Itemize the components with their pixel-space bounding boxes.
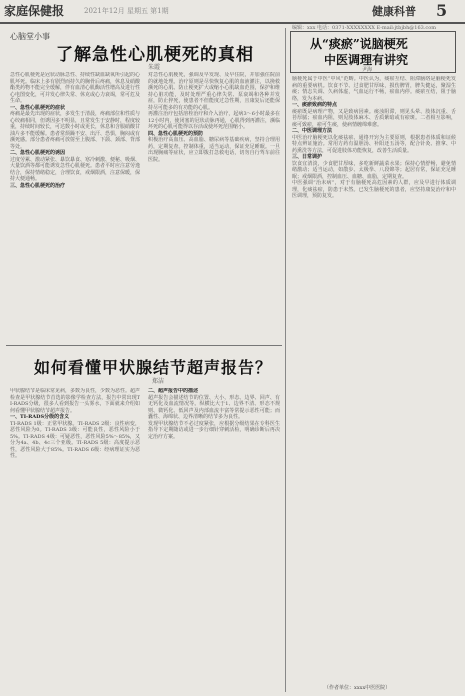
article2-column-2 [148,388,280,688]
subheading: 四、急性心肌梗死的预防 [148,130,204,137]
paragraph: 积极治疗高血压、高血脂、糖尿病等基础疾病，坚持合理用药，定期复查。控制体重，适当运动，保证充足睡眠。一旦出现胸痛等症状，应立即拨打急救电话，切勿自行驾车前往医院。 [148,137,280,163]
paragraph: 中医强调“治未病”，对于有脑梗死高危因素的人群，应及早进行体质调理，化痰祛瘀，防患于未然。已发生脑梗死的患者，应坚持康复治疗和中医调理，预防复发。 [292,180,456,199]
subheading: 二、急性心肌梗死的诱因 [10,150,66,156]
article-title: 了解急性心肌梗死的真相 [56,45,254,65]
paragraph: 脑梗死属于中医“中风”范畴。中医认为，痰瘀互结、阻滞脑络是脑梗死发病的重要病机。饮食不节、过食肥甘厚味，损伤脾胃，脾失健运，聚湿生痰；情志失调、久病体虚，气血运行不畅，瘀血内停。痰瘀互结，阻于脑络，发为本病。 [292,76,456,102]
author-affiliation: （作者单位：xxxx中医医院） [324,685,391,691]
article-title: 如何看懂甲状腺结节超声报告？ [34,358,273,377]
paragraph: TI-RADS 1级：正常甲状腺。TI-RADS 2级：良性病变，恶性风险为0。TI-RADS 3级：可能良性，恶性风险小于5%。TI-RADS 4级：可疑恶性，恶性风险5%～85%，又分为4a、4b、4c三个亚级。TI-RADS 5级：高度提示恶性，恶性风险大于85%。TI-RADS 6级：经病理证实为恶性。 [10,420,140,459]
paragraph: 饮食宜清淡，少食肥甘厚味，多吃新鲜蔬菜水果；保持心情舒畅，避免情绪激动；适当运动，如散步、太极拳、八段锦等；起居有常，保证充足睡眠；戒烟限酒，控制血压、血糖、血脂，定期复查。 [292,160,456,180]
article-byline: 郑洁 [152,378,165,385]
right-article-column [292,76,456,680]
paragraph: 过度劳累、激动紧张、暴饮暴食、寒冷刺激、便秘、吸烟、大量饮酒等都可能诱发急性心肌梗死。患者平时应注意劳逸结合，保持情绪稳定，合理饮食，戒烟限酒，注意保暖，保持大便通畅。 [10,156,140,182]
article2-column-1 [10,388,140,688]
right-article-byline: 尹海 [362,67,373,73]
subheading: 三、急性心肌梗死的治疗 [10,182,66,189]
subheading: 三、日常调护 [292,154,323,160]
paragraph: 发现甲状腺结节不必过度紧张，应根据分级结果在专科医生指导下定期随访或进一步行细针穿刺活检，明确诊断后再决定治疗方案。 [148,420,280,440]
paragraph: 急性心肌梗死是冠状动脉急性、持续性缺血缺氧所引起的心肌坏死。临床上多有剧烈而持久的胸骨后疼痛，休息及硝酸酯类药物不能完全缓解，伴有血清心肌酶活性增高及进行性心电图变化，可并发心律失常、休克或心力衰竭，常可危及生命。 [10,72,140,104]
article1-column-1 [10,72,140,340]
subheading: 一、急性心肌梗死的症状 [10,104,66,111]
subheading: 二、中医调理方法 [292,128,333,134]
article-byline: 朱霞 [148,64,161,71]
column-kicker: 心脑堂小事 [10,32,50,41]
page-header [0,0,465,24]
paragraph: 中医治疗脑梗死以化痰祛瘀、通络开窍为主要原则，根据患者体质和证候特点辨证施治。常用方药有温胆汤、补阳还五汤等，配合针灸、推拿、中药熏洗等方法，可促进肢体功能恢复，改善生活质量。 [292,134,456,154]
editor-info: 编辑：xxx 电话：0371-XXXXXXXX E-mail:jtbjbh@163.com [292,25,436,31]
issue-info: 2021年12月 星期五 第1期 [84,7,169,15]
newspaper-name: 家庭保健报 [4,4,65,18]
column-divider [285,28,286,692]
paragraph: 对急性心肌梗死，强调及早发现、及早住院，并加强住院前的就地处理。治疗原则是尽快恢复心肌的血液灌注，以挽救濒死的心肌、防止梗死扩大或缩小心肌缺血范围，保护和维持心脏功能，及时处理严重心律失常、泵衰竭和各种并发症，防止猝死，使患者不但能度过急性期，且康复后还能保持尽可能多的有功能的心肌。 [148,72,280,111]
subheading: 二、超声报告中的描述 [148,388,199,394]
right-article-subtitle: 中医调理有讲究 [324,53,409,67]
paragraph: 痰瘀既是病理产物，又是致病因素。痰浊阻滞，则见头晕、肢体沉重、舌苔厚腻；瘀血内阻，则见肢体麻木、舌质紫暗或有瘀斑。二者相互影响，痰可致瘀，瘀可生痰，使病情缠绵难愈。 [292,108,456,128]
paragraph: 疼痛是最先出现的症状，多发生于清晨，疼痛部位和性质与心绞痛相同，但诱因多不明显，且常发生于安静时，程度较重，持续时间较长，可达数小时或更长，休息和含服硝酸甘油片多不能缓解。患者常烦躁不安、出汗、恐惧，胸闷或有濒死感。部分患者疼痛可放射至上腹部、下颌、颈部、背部等处。 [10,111,140,150]
right-article-title: 从“痰瘀”说脑梗死 [310,37,408,51]
paragraph: 超声报告会描述结节的位置、大小、形态、边界、回声、有无钙化及血流情况等。纵横比大于1、边界不清、形态不规则、微钙化、低回声及内部血流丰富等常提示恶性可能；而囊性、海绵状、边界清晰的结节多为良性。 [148,394,280,420]
paragraph: 再灌注治疗包括溶栓治疗和介入治疗，起病3～6小时最多在12小时内，使闭塞的冠状动脉再通，心肌得到再灌注，濒临坏死的心肌可能得以存活或使坏死范围缩小。 [148,111,280,130]
page-number: 5 [436,1,448,20]
paragraph: 甲状腺结节是临床常见病，多数为良性，少数为恶性。超声检查是甲状腺结节首选的影像学检查方法，报告中常出现TI-RADS分级，很多人看到报告一头雾水，下面就来介绍如何看懂甲状腺结节超声报告。 [10,388,140,414]
article1-column-2 [148,72,280,340]
subheading: 一、TI-RADS分级的含义 [10,414,70,420]
section-title: 健康科普 [372,5,416,18]
article-divider [6,345,282,346]
subheading: 一、痰瘀致病的特点 [292,102,338,108]
